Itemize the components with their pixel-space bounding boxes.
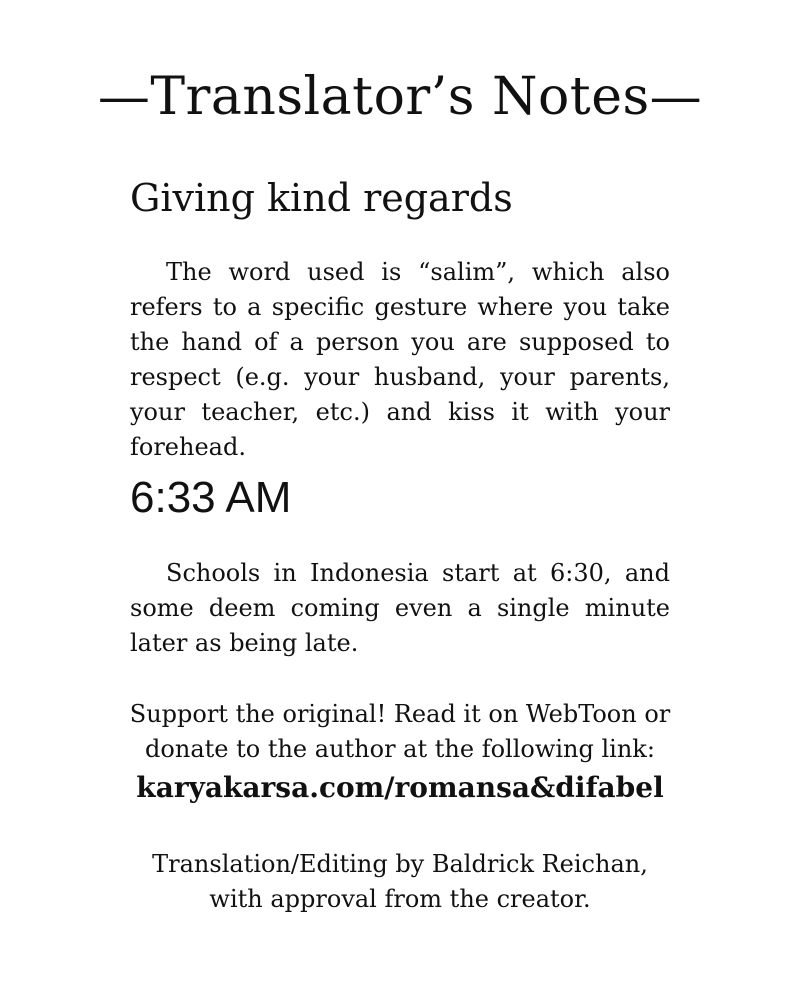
support-line-2: donate to the author at the following link: [145, 735, 655, 763]
section-heading-time: 6:33 AM [130, 473, 292, 522]
section-body-time [130, 556, 670, 661]
time-paragraph: Schools in Indonesia start at 6:30, and some deem coming even a single minute later as being late. [130, 559, 670, 657]
credits [100, 847, 700, 917]
credits-line-2: with approval from the creator. [209, 885, 591, 913]
author-link[interactable]: karyakarsa.com/romansa&difabel [136, 771, 664, 804]
section-body-kind-regards [130, 255, 670, 465]
support-line-1: Support the original! Read it on WebToon or [129, 700, 671, 728]
kind-regards-paragraph: The word used is “salim”, which also refers to a specific gesture where you take the hand of a person you are supposed to respect (e.g. your husband, your parents, your teacher, etc.) and kiss it with your forehead. [130, 258, 670, 461]
section-heading-kind-regards: Giving kind regards [130, 176, 513, 220]
support-message [100, 697, 700, 767]
page-title: —Translator’s Notes— [97, 67, 703, 127]
credits-line-1: Translation/Editing by Baldrick Reichan, [152, 850, 648, 878]
